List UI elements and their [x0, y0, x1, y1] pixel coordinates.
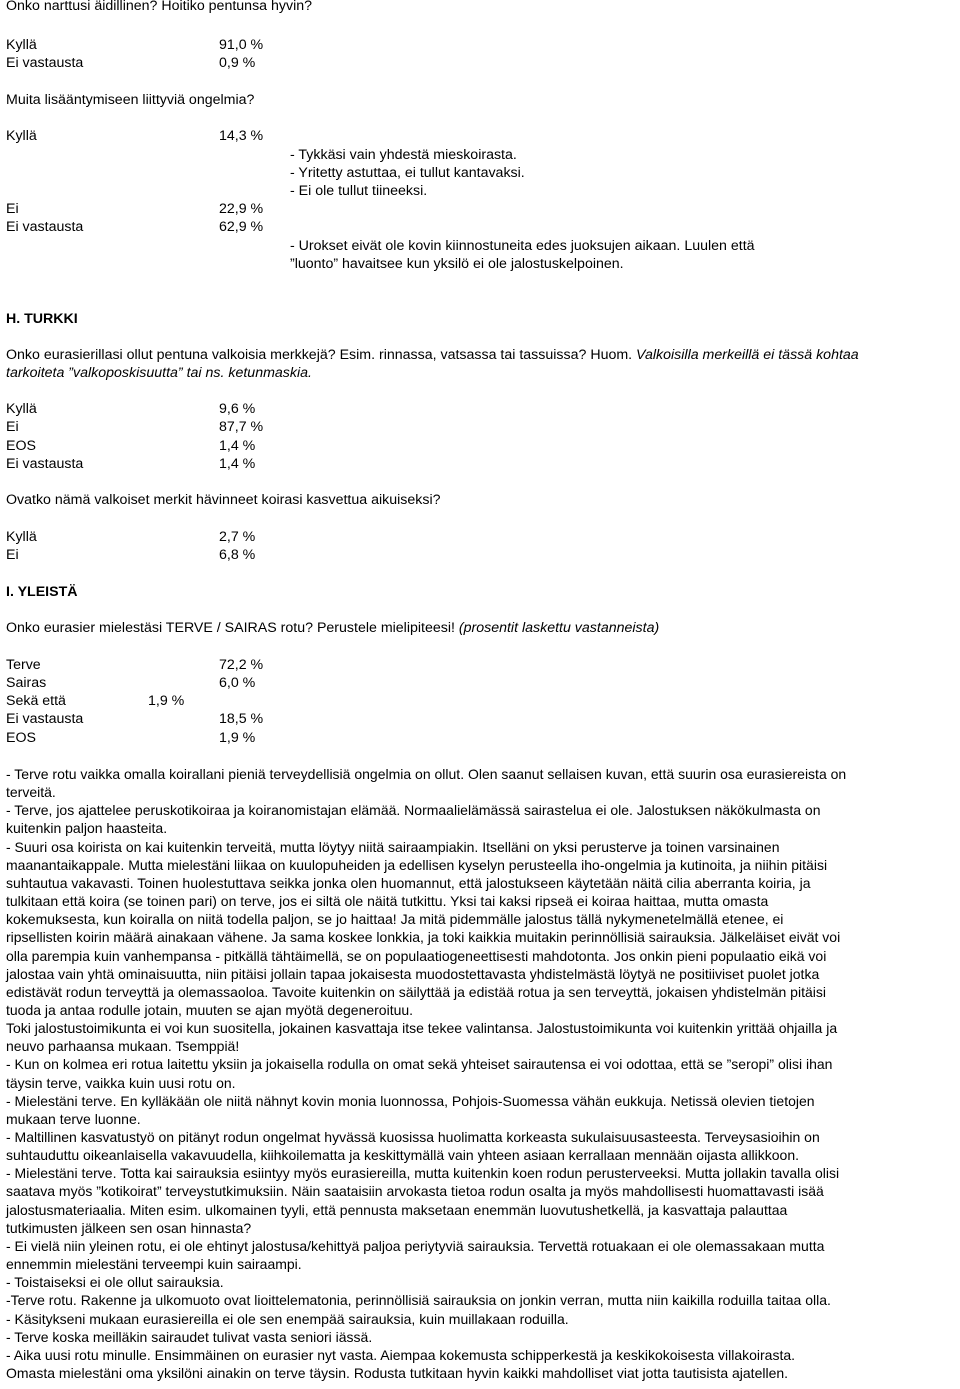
answer-label: Ei [6, 201, 19, 217]
question-note: (prosentit laskettu vastanneista) [458, 620, 660, 636]
answer-value: 1,9 % [219, 730, 256, 746]
answer-value: 9,6 % [219, 401, 256, 417]
comment-line: - Maltillinen kasvatustyö on pitänyt rodun ongelmat hyvässä kuosissa huolimatta korkeasta sukulaisuusasteesta. Terveysasioihin on [6, 1129, 820, 1145]
answer-label: EOS [6, 438, 36, 454]
comment-line: kuitenkin paljon haasteita. [6, 820, 168, 837]
answer-value: 6,8 % [219, 547, 256, 563]
comment-line: - Urokset eivät ole kovin kiinnostuneita edes juoksujen aikaan. Luulen että [290, 238, 755, 254]
answer-label: Kyllä [6, 128, 37, 144]
answer-value: 14,3 % [219, 128, 264, 144]
question-white-markings [6, 346, 859, 364]
answer-value: 72,2 % [219, 657, 264, 673]
comment-line: - Mielestäni terve. Totta kai sairauksia esiintyy myös eurasiereilla, mutta kuitenkin koen rodun perusterveeksi. Mutta jollakin tavalla olisi [6, 1165, 840, 1182]
answer-label: Ei vastausta [6, 711, 84, 727]
answer-label: Ei vastausta [6, 219, 84, 235]
comment-line: - Yritetty astuttaa, ei tullut kantavaksi. [290, 165, 525, 181]
comment-line: olla parempia kuin vanhempansa - pitkällä tähtäimellä, se on populaatiogeneettisesti mahdotonta. Jos onkin pieni populaatio eikä voi [6, 947, 827, 964]
answer-value: 91,0 % [219, 37, 264, 53]
comment-line: - Aika uusi rotu minulle. Ensimmäinen on eurasier nyt vasta. Aiempaa kokemusta schipperkestä ja keskikokoisesta villakoirasta. [6, 1346, 796, 1363]
comment-line: - Käsitykseni mukaan eurasiereilla ei ole sen enempää sairauksia, kuin muillakaan roduilla. [6, 1310, 569, 1327]
question-text: Onko eurasier mielestäsi TERVE / SAIRAS rotu? Perustele mielipiteesi! [6, 620, 459, 636]
comment-line: - Kun on kolmea eri rotua laitettu yksiin ja jokaisella rodulla on omat sekä yhteiset sairautensa ei voi odottaa, että se ”seropi” olisi ihan [6, 1056, 833, 1073]
comment-line: maanantaikappale. Mutta mielestäni liikaa on kuulopuheiden ja edellisen kyselyn perusteella iho-ongelmia ja kutinoita, ja niihin pitäisi [6, 856, 828, 873]
comment-line: ennemmin mielestäni terveempi kuin sairaampi. [6, 1256, 302, 1273]
comment-line: jalostaa vain yhtä ominaisuutta, niin pitäisi jollain tapaa jokaisesta muodostettavasta yhdistelmästä löytyä ne positiiviset puolet jotka [6, 965, 820, 982]
question-text: Onko eurasierillasi ollut pentuna valkoisia merkkejä? Esim. rinnassa, vatsassa tai tassuissa? Huom. [6, 347, 633, 363]
answer-value: 1,4 % [219, 456, 256, 472]
question-note: Valkoisilla merkeillä ei tässä kohtaa [632, 347, 859, 363]
comment-line: - Tykkäsi vain yhdestä mieskoirasta. [290, 147, 517, 163]
comment-line: saatava myös ”kotikoirat” terveystutkimuksiin. Näin saataisiin arvokasta tietoa rodun osalta ja myös mahdollisesti huomattavasti isää [6, 1183, 824, 1200]
comment-line: Omasta mielestäni oma yksilöni ainakin on terve täysin. Rodusta tutkitaan hyvin kaikki mahdolliset viat jotta tautisista ajatellen. [6, 1364, 789, 1381]
comment-line: tuoda ja antaa rodulle jotain, muuten se ajan myötä degeneroituu. [6, 1001, 414, 1018]
question-note-cont: tarkoiteta ”valkoposkisuutta” tai ns. ketunmaskia. [6, 365, 312, 381]
comment-line: - Suuri osa koirista on kai kuitenkin terveitä, mutta löytyy niitä sairaampiakin. Itselläni on yksi perusterve ja toinen varsinainen [6, 838, 780, 855]
answer-value: 62,9 % [219, 219, 264, 235]
comment-line: suhtauduttu oikeanlaisella vakavuudella, kiihkoilematta ja keskittymällä vain yhteen asiaan kerrallaan mennään oijasta allikkoon. [6, 1147, 800, 1164]
answer-label: Ei [6, 419, 19, 435]
section-heading: I. YLEISTÄ [6, 584, 78, 600]
comment-line: neuvo parhaansa mukaan. Tsemppiä! [6, 1038, 240, 1055]
answer-value: 22,9 % [219, 201, 264, 217]
answer-label: Sairas [6, 675, 47, 691]
section-heading: H. TURKKI [6, 311, 78, 327]
question-healthy-or-sick [6, 619, 659, 637]
answer-value: 18,5 % [219, 711, 264, 727]
answer-value: 1,9 % [148, 693, 185, 709]
answer-value: 87,7 % [219, 419, 264, 435]
comment-line: terveitä. [6, 784, 56, 801]
comment-line: -Terve rotu. Rakenne ja ulkomuoto ovat lioittelematonia, perinnöllisiä sairauksia on jonkin verran, mutta niin kaikilla roduilla taitaa olla. [6, 1292, 831, 1309]
comment-line: - Terve koska meilläkin sairaudet tulivat vasta seniori iässä. [6, 1328, 373, 1345]
comment-line: suhtautua vakavasti. Toinen huolestuttava seikka jonka olen huomannut, että jalostukseen käytetään näitä cilia aberranta koiria, ja [6, 874, 811, 891]
comment-line: - Terve, jos ajattelee peruskotikoiraa ja koiranomistajan elämää. Normaalielämässä sairastelua ei ole. Jalostuksen näkökulmasta on [6, 802, 821, 819]
comment-line: kokemuksesta, kun koiralla on niitä todella paljon, se jo haittaa! Ja mitä pidemmälle jalostus tällä nykymenetelmällä etenee, ei [6, 911, 784, 928]
question-mothering: Onko narttusi äidillinen? Hoitiko pentunsa hyvin? [6, 0, 313, 14]
comment-line: mukaan terve luonne. [6, 1110, 141, 1127]
comment-line: ripsellisten koirin määrä ainakaan vähene. Ja sama koskee lonkkia, ja toki kaikkia muitakin perinnöllisiä sairauksia. Jälkeläiset eivät voi [6, 929, 841, 946]
comment-line: - Terve rotu vaikka omalla koirallani pieniä terveydellisiä ongelmia on ollut. Olen saanut sellaisen kuvan, että suurin osa eurasiereista on [6, 766, 847, 782]
comment-line: tulkitaan että koira (se toinen pari) on terve, jos ei siltä ole näitä tutkittu. Yksi tai kaksi ripseä ei koiraa haittaa, mutta omasta [6, 893, 769, 910]
comment-line: - Toistaiseksi ei ole ollut sairauksia. [6, 1274, 224, 1291]
comment-line: - Ei vielä niin yleinen rotu, ei ole ehtinyt jalostusa/kehittyä paljoa periytyviä sairauksia. Tervettä rotuakaan ei ole olemassakaan mutta [6, 1237, 825, 1254]
answer-label: Ei [6, 547, 19, 563]
answer-label: Ei vastausta [6, 456, 84, 472]
answer-value: 2,7 % [219, 529, 256, 545]
answer-label: Kyllä [6, 401, 37, 417]
comment-line: Toki jalostustoimikunta ei voi kun suositella, jokainen kasvattaja itse tekee valintansa. Jalostustoimikunta voi kuitenkin yrittää ohjailla ja [6, 1020, 838, 1037]
comment-line: tutkimusten jälkeen sen osan hinnasta? [6, 1219, 252, 1236]
comment-line: täysin terve, vaikka kuin uusi rotu on. [6, 1074, 236, 1091]
answer-value: 0,9 % [219, 55, 256, 71]
answer-label: Ei vastausta [6, 55, 84, 71]
comment-line: - Ei ole tullut tiineeksi. [290, 183, 428, 199]
answer-label: EOS [6, 730, 36, 746]
answer-value: 1,4 % [219, 438, 256, 454]
question-markings-faded: Ovatko nämä valkoiset merkit hävinneet koirasi kasvettua aikuiseksi? [6, 492, 441, 508]
comment-line: - Mielestäni terve. En kylläkään ole niitä nähnyt kovin monia luonnossa, Pohjois-Suomessa vähän eukkuja. Netissä olevien tietojen [6, 1092, 815, 1109]
answer-label: Sekä että [6, 693, 66, 709]
comment-line: ”luonto” havaitsee kun yksilö ei ole jalostuskelpoinen. [290, 256, 624, 272]
question-reproduction-problems: Muita lisääntymiseen liittyviä ongelmia? [6, 92, 255, 108]
answer-label: Kyllä [6, 529, 37, 545]
answer-label: Kyllä [6, 37, 37, 53]
answer-value: 6,0 % [219, 675, 256, 691]
comment-line: jalostusmateriaalia. Miten esim. ulkomainen tyyli, että pennusta maksetaan enemmän luovutushetkellä, ja kasvattaja palauttaa [6, 1201, 788, 1218]
answer-label: Terve [6, 657, 41, 673]
comment-line: edistävät rodun terveyttä ja olemassaoloa. Tavoite kuitenkin on säilyttää ja edistää rotua ja sen terveyttä, jokaisen yhdistelmän pitäisi [6, 983, 826, 1000]
